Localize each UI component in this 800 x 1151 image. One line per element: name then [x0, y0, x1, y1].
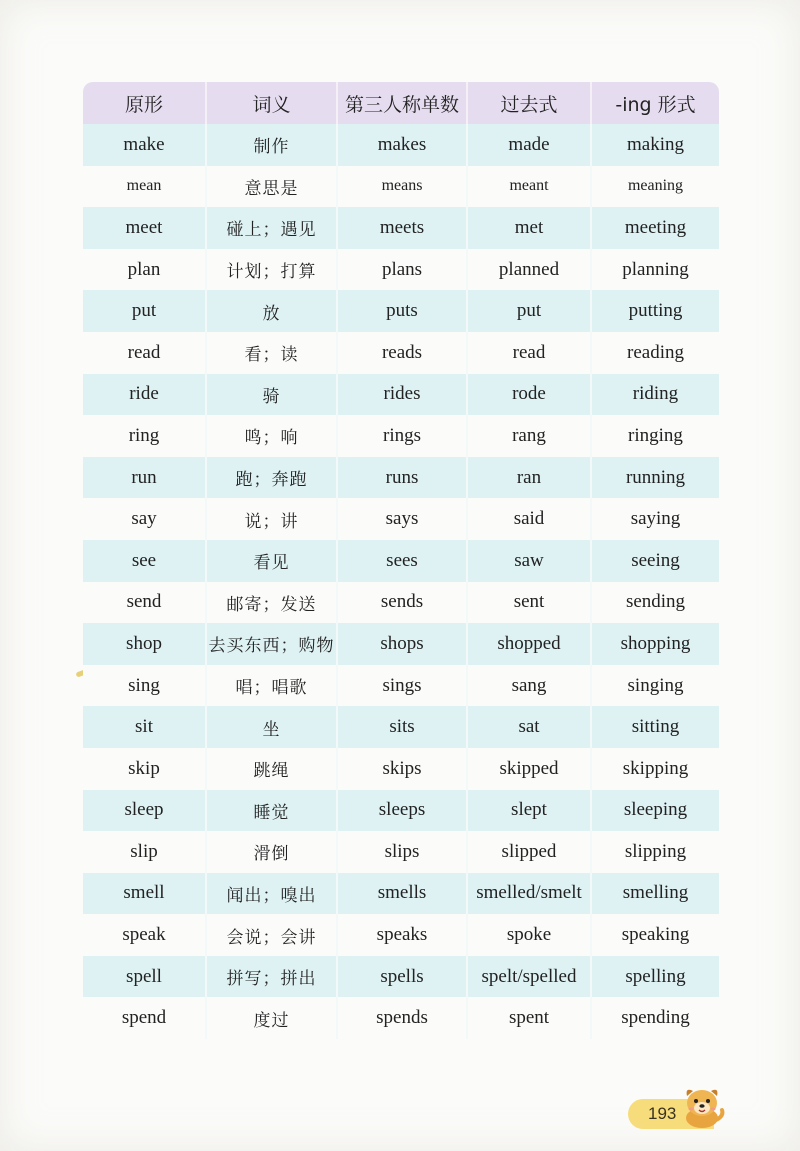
- third-person-cell: spells: [336, 956, 466, 998]
- verb-forms-table: [83, 82, 719, 1039]
- ing-form-cell: saying: [590, 498, 719, 540]
- ing-form-cell: shopping: [590, 623, 719, 665]
- meaning-cell: 看；读: [205, 332, 336, 374]
- ing-form-cell: ringing: [590, 415, 719, 457]
- base-form-cell: see: [83, 540, 205, 582]
- table-row: [83, 374, 719, 416]
- ing-form-cell: putting: [590, 290, 719, 332]
- base-form-cell: smell: [83, 873, 205, 915]
- table-row: [83, 997, 719, 1039]
- meaning-cell: 鸣；响: [205, 415, 336, 457]
- ing-form-cell: slipping: [590, 831, 719, 873]
- meaning-cell: 跳绳: [205, 748, 336, 790]
- third-person-cell: puts: [336, 290, 466, 332]
- meaning-cell: 去买东西；购物: [205, 623, 336, 665]
- third-person-cell: sings: [336, 665, 466, 707]
- past-tense-cell: ran: [466, 457, 590, 499]
- ing-form-cell: seeing: [590, 540, 719, 582]
- header-meaning: 词义: [205, 82, 336, 124]
- past-tense-cell: said: [466, 498, 590, 540]
- ing-form-cell: riding: [590, 374, 719, 416]
- table-row: [83, 914, 719, 956]
- table-row: [83, 207, 719, 249]
- meaning-cell: 闻出；嗅出: [205, 873, 336, 915]
- base-form-cell: slip: [83, 831, 205, 873]
- third-person-cell: sits: [336, 706, 466, 748]
- meaning-cell: 会说；会讲: [205, 914, 336, 956]
- meaning-cell: 放: [205, 290, 336, 332]
- past-tense-cell: meant: [466, 166, 590, 208]
- ing-form-cell: skipping: [590, 748, 719, 790]
- meaning-cell: 度过: [205, 997, 336, 1039]
- ing-form-cell: sleeping: [590, 790, 719, 832]
- table-header: [83, 82, 719, 124]
- meaning-cell: 坐: [205, 706, 336, 748]
- ing-form-cell: planning: [590, 249, 719, 291]
- table-row: [83, 748, 719, 790]
- past-tense-cell: met: [466, 207, 590, 249]
- base-form-cell: skip: [83, 748, 205, 790]
- third-person-cell: means: [336, 166, 466, 208]
- table-row: [83, 124, 719, 166]
- base-form-cell: spend: [83, 997, 205, 1039]
- table-row: [83, 623, 719, 665]
- meaning-cell: 说；讲: [205, 498, 336, 540]
- third-person-cell: sends: [336, 582, 466, 624]
- base-form-cell: ride: [83, 374, 205, 416]
- table-row: [83, 790, 719, 832]
- ing-form-cell: sitting: [590, 706, 719, 748]
- table-row: [83, 415, 719, 457]
- past-tense-cell: sat: [466, 706, 590, 748]
- third-person-cell: meets: [336, 207, 466, 249]
- table-row: [83, 873, 719, 915]
- table-row: [83, 665, 719, 707]
- meaning-cell: 骑: [205, 374, 336, 416]
- past-tense-cell: read: [466, 332, 590, 374]
- base-form-cell: mean: [83, 166, 205, 208]
- table-body: [83, 124, 719, 1039]
- third-person-cell: sees: [336, 540, 466, 582]
- header-base-form: 原形: [83, 82, 205, 124]
- base-form-cell: sleep: [83, 790, 205, 832]
- base-form-cell: sing: [83, 665, 205, 707]
- meaning-cell: 制作: [205, 124, 336, 166]
- third-person-cell: smells: [336, 873, 466, 915]
- table-row: [83, 166, 719, 208]
- third-person-cell: shops: [336, 623, 466, 665]
- third-person-cell: makes: [336, 124, 466, 166]
- past-tense-cell: planned: [466, 249, 590, 291]
- meaning-cell: 看见: [205, 540, 336, 582]
- table-row: [83, 290, 719, 332]
- ing-form-cell: spelling: [590, 956, 719, 998]
- base-form-cell: spell: [83, 956, 205, 998]
- past-tense-cell: rode: [466, 374, 590, 416]
- meaning-cell: 碰上；遇见: [205, 207, 336, 249]
- past-tense-cell: sang: [466, 665, 590, 707]
- third-person-cell: slips: [336, 831, 466, 873]
- meaning-cell: 睡觉: [205, 790, 336, 832]
- dog-mascot-icon: [676, 1082, 726, 1130]
- base-form-cell: make: [83, 124, 205, 166]
- table-row: [83, 498, 719, 540]
- table-row: [83, 956, 719, 998]
- meaning-cell: 邮寄；发送: [205, 582, 336, 624]
- base-form-cell: speak: [83, 914, 205, 956]
- third-person-cell: skips: [336, 748, 466, 790]
- ing-form-cell: meeting: [590, 207, 719, 249]
- table-row: [83, 706, 719, 748]
- past-tense-cell: skipped: [466, 748, 590, 790]
- base-form-cell: say: [83, 498, 205, 540]
- base-form-cell: run: [83, 457, 205, 499]
- third-person-cell: says: [336, 498, 466, 540]
- page-number: 193: [648, 1104, 677, 1123]
- meaning-cell: 滑倒: [205, 831, 336, 873]
- ing-form-cell: singing: [590, 665, 719, 707]
- base-form-cell: ring: [83, 415, 205, 457]
- base-form-cell: sit: [83, 706, 205, 748]
- meaning-cell: 跑；奔跑: [205, 457, 336, 499]
- ing-form-cell: running: [590, 457, 719, 499]
- header-past-tense: 过去式: [466, 82, 590, 124]
- table-row: [83, 540, 719, 582]
- third-person-cell: rings: [336, 415, 466, 457]
- ing-form-cell: speaking: [590, 914, 719, 956]
- third-person-cell: plans: [336, 249, 466, 291]
- base-form-cell: send: [83, 582, 205, 624]
- table-row: [83, 332, 719, 374]
- header-ing-form: -ing 形式: [590, 82, 719, 124]
- third-person-cell: spends: [336, 997, 466, 1039]
- ing-form-cell: reading: [590, 332, 719, 374]
- past-tense-cell: smelled/smelt: [466, 873, 590, 915]
- base-form-cell: shop: [83, 623, 205, 665]
- third-person-cell: reads: [336, 332, 466, 374]
- ing-form-cell: meaning: [590, 166, 719, 208]
- base-form-cell: read: [83, 332, 205, 374]
- third-person-cell: sleeps: [336, 790, 466, 832]
- past-tense-cell: shopped: [466, 623, 590, 665]
- meaning-cell: 意思是: [205, 166, 336, 208]
- verb-table-container: [83, 82, 719, 1039]
- past-tense-cell: slept: [466, 790, 590, 832]
- third-person-cell: rides: [336, 374, 466, 416]
- ing-form-cell: spending: [590, 997, 719, 1039]
- base-form-cell: put: [83, 290, 205, 332]
- table-row: [83, 582, 719, 624]
- meaning-cell: 计划；打算: [205, 249, 336, 291]
- table-row: [83, 249, 719, 291]
- past-tense-cell: slipped: [466, 831, 590, 873]
- ing-form-cell: making: [590, 124, 719, 166]
- past-tense-cell: rang: [466, 415, 590, 457]
- table-row: [83, 457, 719, 499]
- table-row: [83, 831, 719, 873]
- past-tense-cell: saw: [466, 540, 590, 582]
- third-person-cell: runs: [336, 457, 466, 499]
- base-form-cell: plan: [83, 249, 205, 291]
- past-tense-cell: made: [466, 124, 590, 166]
- meaning-cell: 唱；唱歌: [205, 665, 336, 707]
- past-tense-cell: spoke: [466, 914, 590, 956]
- ing-form-cell: smelling: [590, 873, 719, 915]
- ing-form-cell: sending: [590, 582, 719, 624]
- base-form-cell: meet: [83, 207, 205, 249]
- past-tense-cell: spent: [466, 997, 590, 1039]
- past-tense-cell: spelt/spelled: [466, 956, 590, 998]
- header-third-person: 第三人称单数: [336, 82, 466, 124]
- third-person-cell: speaks: [336, 914, 466, 956]
- past-tense-cell: sent: [466, 582, 590, 624]
- header-row: [83, 82, 719, 124]
- meaning-cell: 拼写；拼出: [205, 956, 336, 998]
- past-tense-cell: put: [466, 290, 590, 332]
